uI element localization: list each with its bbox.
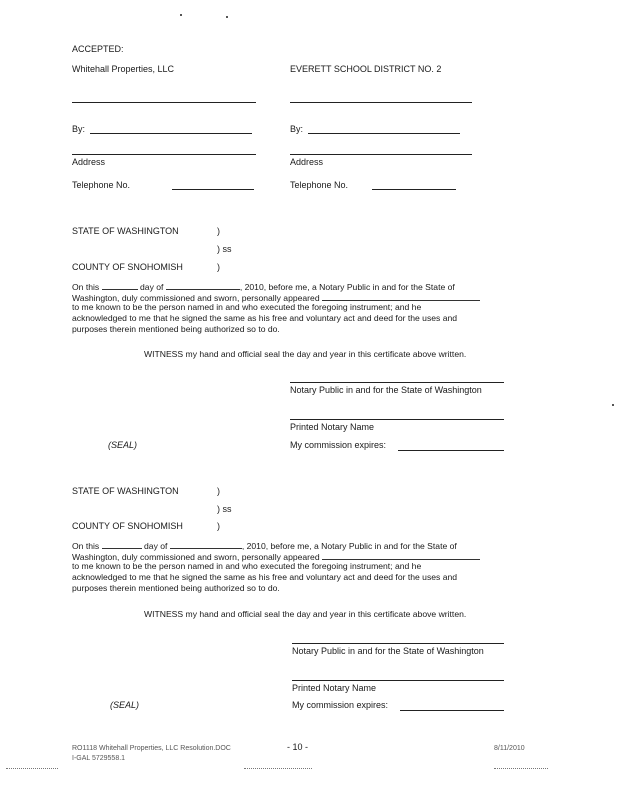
telephone-right-line	[372, 189, 456, 190]
ack-line-5: purposes therein mentioned being authorized so to do.	[72, 324, 280, 334]
ack-line1-rest: , 2010, before me, a Notary Public in and for the State of	[239, 282, 455, 292]
scan-artifact	[494, 768, 548, 769]
county-label: COUNTY OF SNOHOMISH	[72, 262, 183, 272]
scan-speck	[226, 16, 228, 18]
page-number: - 10 -	[287, 742, 309, 752]
commission-label: My commission expires:	[292, 700, 389, 710]
scan-artifact	[6, 768, 58, 769]
ack-on-this: On this	[72, 282, 100, 292]
venue-paren: )	[217, 226, 220, 236]
by-right-label: By:	[290, 124, 304, 134]
witness-clause: WITNESS my hand and official seal the day and year in this certificate above written.	[144, 609, 467, 619]
signature-line-left	[72, 102, 256, 103]
accepted-label: ACCEPTED:	[72, 44, 124, 54]
seal-label: (SEAL)	[108, 440, 138, 450]
printed-name-label: Printed Notary Name	[292, 683, 377, 693]
footer-document-id: I-GAL 5729558.1	[72, 755, 126, 762]
day-blank	[102, 280, 138, 290]
ack-line-3: to me known to be the person named in and who executed the foregoing instrument; and he	[72, 302, 422, 312]
month-blank	[170, 539, 242, 549]
by-left-label: By:	[72, 124, 86, 134]
venue-paren: )	[217, 521, 220, 531]
commission-label: My commission expires:	[290, 440, 387, 450]
ack-appeared: Washington, duly commissioned and sworn, personally appeared	[72, 552, 320, 562]
by-left-line	[90, 133, 252, 134]
printed-name-label: Printed Notary Name	[290, 422, 375, 432]
party-right-name: EVERETT SCHOOL DISTRICT NO. 2	[290, 64, 442, 74]
seal-label: (SEAL)	[110, 700, 140, 710]
venue-paren: )	[217, 486, 220, 496]
address-line-left	[72, 154, 256, 155]
scan-speck	[180, 14, 182, 16]
ack-appeared: Washington, duly commissioned and sworn, personally appeared	[72, 293, 320, 303]
address-right-label: Address	[290, 157, 324, 167]
address-line-right	[290, 154, 472, 155]
ack-day-of: day of	[140, 282, 164, 292]
notary-signature-line	[292, 643, 504, 644]
printed-name-line	[292, 680, 504, 681]
address-left-label: Address	[72, 157, 106, 167]
signature-line-right	[290, 102, 472, 103]
venue-paren: )	[217, 262, 220, 272]
scan-artifact	[244, 768, 312, 769]
ack-line-4: acknowledged to me that he signed the same as his free and voluntary act and deed for the uses and	[72, 313, 458, 323]
state-label: STATE OF WASHINGTON	[72, 486, 179, 496]
appeared-name-blank	[322, 291, 480, 301]
telephone-right-label: Telephone No.	[290, 180, 349, 190]
commission-line	[400, 710, 504, 711]
ack-line-4: acknowledged to me that he signed the same as his free and voluntary act and deed for the uses and	[72, 572, 458, 582]
month-blank	[166, 280, 240, 290]
by-right-line	[308, 133, 460, 134]
commission-line	[398, 450, 504, 451]
ack-line-5: purposes therein mentioned being authorized so to do.	[72, 583, 280, 593]
telephone-left-line	[172, 189, 254, 190]
notary-signature-line	[290, 382, 504, 383]
ack-line1-rest: , 2010, before me, a Notary Public in and for the State of	[241, 541, 457, 551]
scan-speck	[612, 404, 614, 406]
notary-public-label: Notary Public in and for the State of Washington	[292, 646, 484, 656]
telephone-left-label: Telephone No.	[72, 180, 131, 190]
venue-ss: ) ss	[217, 504, 232, 514]
footer-date: 8/11/2010	[494, 745, 525, 752]
appeared-name-blank	[322, 550, 480, 560]
state-label: STATE OF WASHINGTON	[72, 226, 179, 236]
venue-ss: ) ss	[217, 244, 232, 254]
footer-document-name: RO1118 Whitehall Properties, LLC Resolution.DOC	[72, 745, 231, 752]
ack-day-of: day of	[144, 541, 168, 551]
ack-on-this: On this	[72, 541, 100, 551]
party-left-name: Whitehall Properties, LLC	[72, 64, 175, 74]
witness-clause: WITNESS my hand and official seal the day and year in this certificate above written.	[144, 349, 467, 359]
notary-public-label: Notary Public in and for the State of Washington	[290, 385, 482, 395]
printed-name-line	[290, 419, 504, 420]
ack-line-3: to me known to be the person named in and who executed the foregoing instrument; and he	[72, 561, 422, 571]
day-blank	[102, 539, 142, 549]
county-label: COUNTY OF SNOHOMISH	[72, 521, 183, 531]
